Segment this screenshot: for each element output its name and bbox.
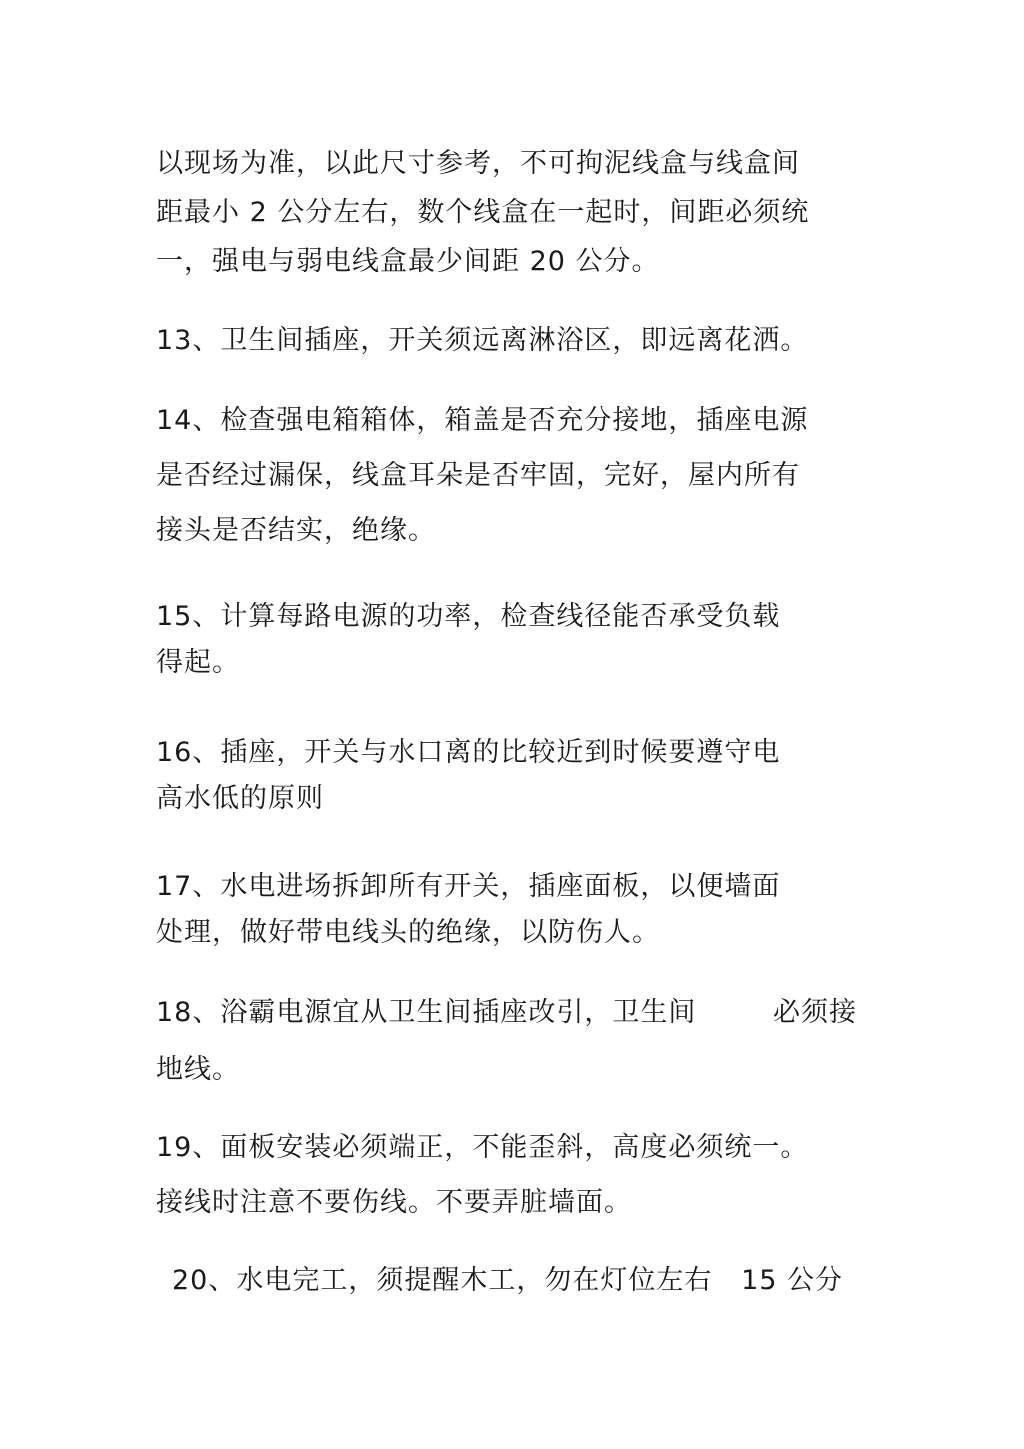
text-line: 16、插座，开关与水口离的比较近到时候要遵守电 [156,737,781,768]
text-line: 高水低的原则 [156,783,324,814]
text-line: 是否经过漏保，线盒耳朵是否牢固，完好，屋内所有 [156,460,800,491]
text-line: 19、面板安装必须端正，不能歪斜，高度必须统一。 [156,1132,809,1163]
text-line: 15、计算每路电源的功率，检查线径能否承受负载 [156,601,781,632]
text-line: 13、卫生间插座，开关须远离淋浴区，即远离花洒。 [156,325,809,356]
text-line: 接线时注意不要伤线。不要弄脏墙面。 [156,1187,632,1218]
text-line: 距最小 2 公分左右，数个线盒在一起时，间距必须统 [156,197,810,228]
text-line: 17、水电进场拆卸所有开关，插座面板，以便墙面 [156,871,781,902]
text-line: 处理，做好带电线头的绝缘，以防伤人。 [156,917,660,948]
text-line: 一，强电与弱电线盒最少间距 20 公分。 [156,246,660,277]
text-line: 接头是否结实，绝缘。 [156,515,436,546]
text-line: 14、检查强电箱箱体，箱盖是否充分接地，插座电源 [156,405,809,436]
text-line: 以现场为准，以此尺寸参考，不可拘泥线盒与线盒间 [156,148,800,179]
text-line: 20、水电完工，须提醒木工，勿在灯位左右 15 公分 [172,1265,844,1296]
text-line: 地线。 [156,1054,240,1085]
text-line: 18、浴霸电源宜从卫生间插座改引，卫生间 必须接 [156,997,858,1028]
text-line: 得起。 [156,647,240,678]
